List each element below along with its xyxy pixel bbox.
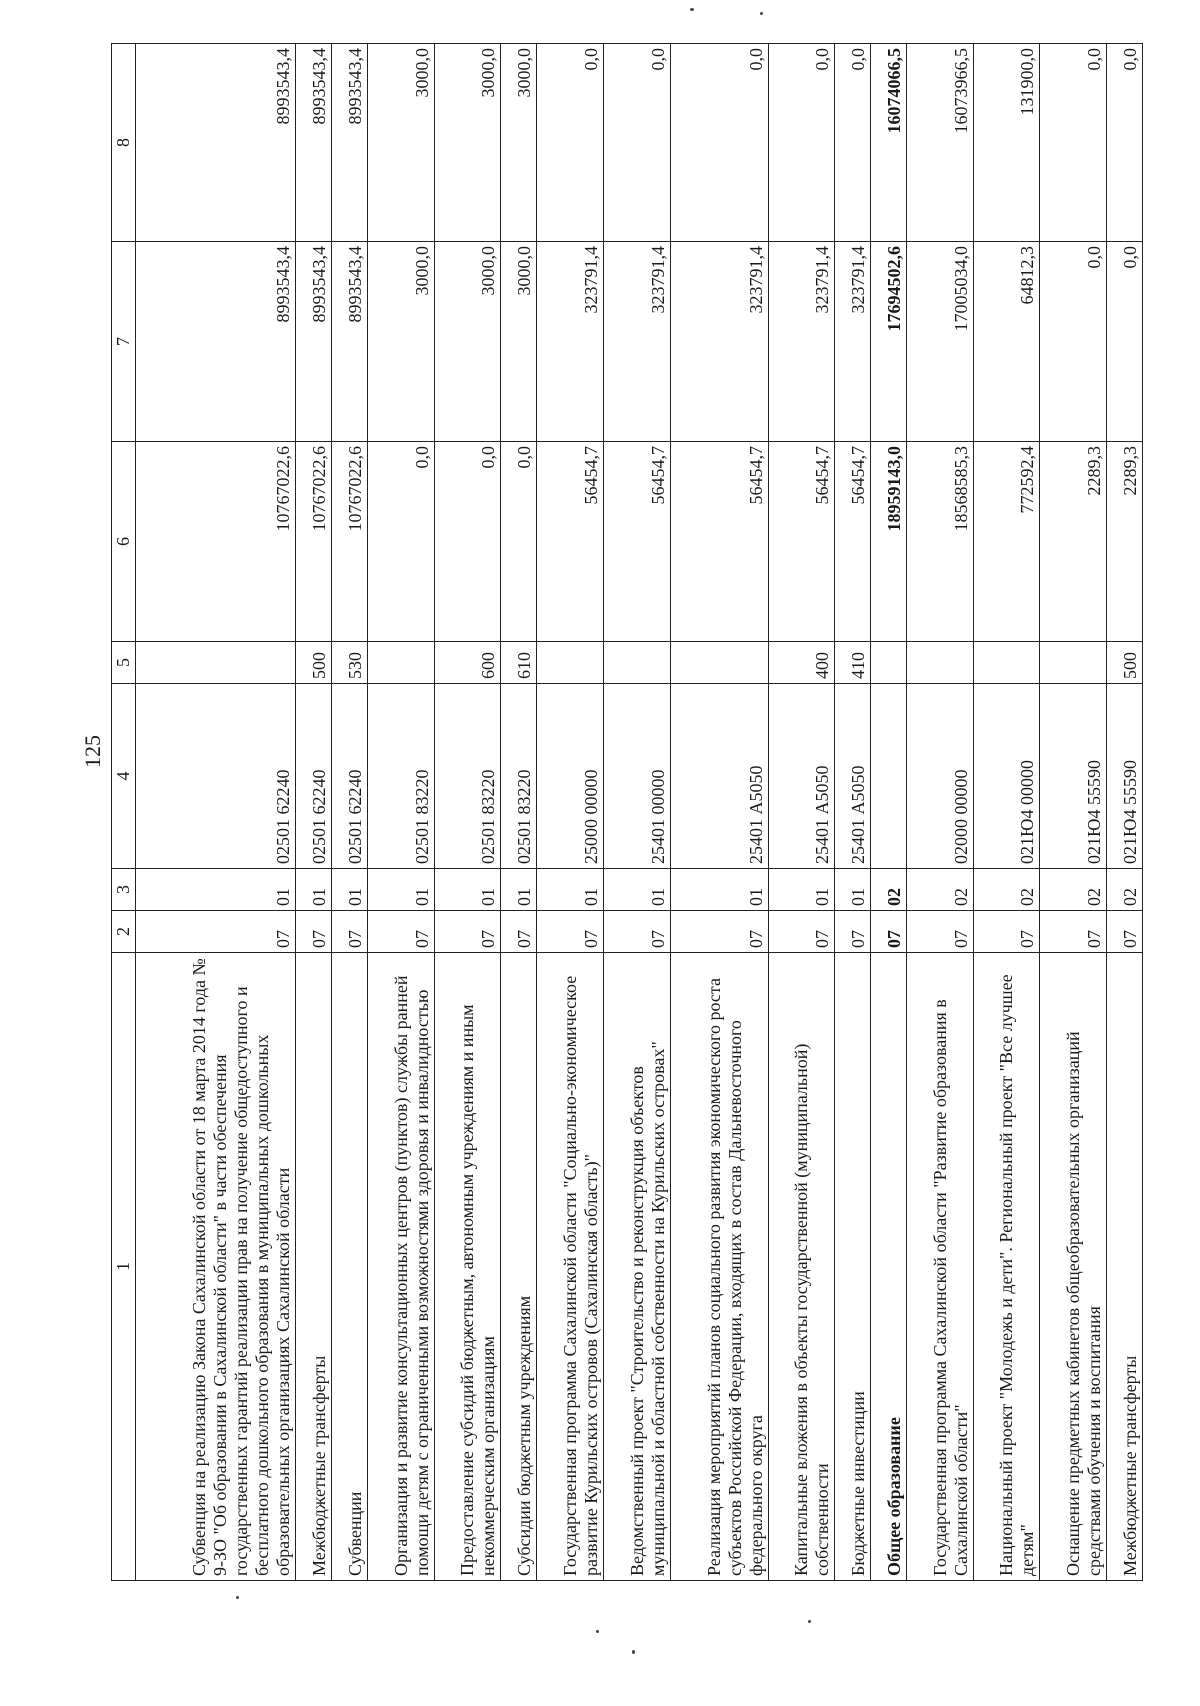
amount-col6-cell: 0,0 <box>501 442 537 642</box>
amount-col7-cell: 0,0 <box>1040 242 1107 442</box>
target-article-cell: 25401 А5050 <box>670 684 768 869</box>
header-col-5: 5 <box>112 642 136 684</box>
expense-type-cell <box>906 642 973 684</box>
section-code-cell: 07 <box>536 911 603 953</box>
expense-type-cell: 500 <box>1107 642 1143 684</box>
amount-col6-cell: 10767022,6 <box>136 442 296 642</box>
expense-type-cell: 410 <box>835 642 871 684</box>
amount-col6-cell: 56454,7 <box>835 442 871 642</box>
amount-col7-cell: 323791,4 <box>835 242 871 442</box>
table-row <box>906 44 973 1581</box>
table-row <box>332 44 368 1581</box>
scan-speck <box>632 1650 635 1654</box>
subsection-code-cell: 02 <box>1107 869 1143 911</box>
table-row <box>296 44 332 1581</box>
amount-col6-cell: 10767022,6 <box>332 442 368 642</box>
expense-type-cell: 400 <box>768 642 835 684</box>
row-name-cell: Государственная программа Сахалинской области "Развитие образования в Сахалинской области" <box>906 953 973 1581</box>
table-row <box>603 44 670 1581</box>
header-col-4: 4 <box>112 684 136 869</box>
amount-col8-cell: 3000,0 <box>367 44 434 242</box>
amount-col8-cell: 8993543,4 <box>296 44 332 242</box>
expense-type-cell <box>1040 642 1107 684</box>
scan-speck <box>596 1630 599 1633</box>
amount-col8-cell: 3000,0 <box>501 44 537 242</box>
amount-col8-cell: 0,0 <box>536 44 603 242</box>
amount-col7-cell: 3000,0 <box>501 242 537 442</box>
amount-col8-cell: 0,0 <box>1040 44 1107 242</box>
section-code-cell: 07 <box>768 911 835 953</box>
section-code-cell: 07 <box>871 911 907 953</box>
scan-speck <box>808 1620 811 1623</box>
section-code-cell: 07 <box>603 911 670 953</box>
table-row <box>1040 44 1107 1581</box>
amount-col6-cell: 2289,3 <box>1040 442 1107 642</box>
header-col-3: 3 <box>112 869 136 911</box>
subsection-code-cell: 01 <box>835 869 871 911</box>
row-name-cell: Общее образование <box>871 953 907 1581</box>
header-col-1: 1 <box>112 953 136 1581</box>
header-col-2: 2 <box>112 911 136 953</box>
amount-col6-cell: 18959143,0 <box>871 442 907 642</box>
section-code-cell: 07 <box>906 911 973 953</box>
expense-type-cell <box>871 642 907 684</box>
amount-col6-cell: 772592,4 <box>973 442 1040 642</box>
table-row <box>536 44 603 1581</box>
section-code-cell: 07 <box>332 911 368 953</box>
table-row <box>367 44 434 1581</box>
target-article-cell: 02501 62240 <box>332 684 368 869</box>
subsection-code-cell: 02 <box>973 869 1040 911</box>
section-code-cell: 07 <box>1107 911 1143 953</box>
expense-type-cell <box>670 642 768 684</box>
target-article-cell: 25401 А5050 <box>768 684 835 869</box>
target-article-cell: 02501 62240 <box>296 684 332 869</box>
expense-type-cell: 610 <box>501 642 537 684</box>
row-name-cell: Субвенции <box>332 953 368 1581</box>
amount-col7-cell: 3000,0 <box>367 242 434 442</box>
expense-type-cell: 530 <box>332 642 368 684</box>
amount-col8-cell: 3000,0 <box>434 44 501 242</box>
amount-col6-cell: 0,0 <box>367 442 434 642</box>
amount-col7-cell: 323791,4 <box>670 242 768 442</box>
target-article-cell: 02501 83220 <box>367 684 434 869</box>
subsection-code-cell: 02 <box>1040 869 1107 911</box>
amount-col6-cell: 10767022,6 <box>296 442 332 642</box>
amount-col7-cell: 323791,4 <box>603 242 670 442</box>
amount-col6-cell: 56454,7 <box>768 442 835 642</box>
target-article-cell: 021Ю4 00000 <box>973 684 1040 869</box>
row-name-cell: Организация и развитие консультационных центров (пунктов) службы ранней помощи детям с ограниченными возможностями здоровья и инвалидностью <box>367 953 434 1581</box>
expense-type-cell <box>973 642 1040 684</box>
subsection-code-cell: 01 <box>603 869 670 911</box>
subsection-code-cell: 02 <box>871 869 907 911</box>
row-name-cell: Межбюджетные трансферты <box>296 953 332 1581</box>
expense-type-cell: 600 <box>434 642 501 684</box>
row-name-cell: Национальный проект "Молодежь и дети". Региональный проект "Все лучшее детям" <box>973 953 1040 1581</box>
target-article-cell: 021Ю4 55590 <box>1040 684 1107 869</box>
target-article-cell: 02501 83220 <box>434 684 501 869</box>
section-code-cell: 07 <box>1040 911 1107 953</box>
table-row <box>871 44 907 1581</box>
amount-col7-cell: 323791,4 <box>536 242 603 442</box>
subsection-code-cell: 01 <box>670 869 768 911</box>
section-code-cell: 07 <box>670 911 768 953</box>
row-name-cell: Предоставление субсидий бюджетным, автономным учреждениям и иным некоммерческим организациям <box>434 953 501 1581</box>
table-row <box>434 44 501 1581</box>
row-name-cell: Межбюджетные трансферты <box>1107 953 1143 1581</box>
amount-col8-cell: 0,0 <box>603 44 670 242</box>
amount-col8-cell: 16073966,5 <box>906 44 973 242</box>
table-row <box>835 44 871 1581</box>
row-name-cell: Ведомственный проект "Строительство и реконструкция объектов муниципальной и областной собственности на Курильских островах" <box>603 953 670 1581</box>
section-code-cell: 07 <box>296 911 332 953</box>
expense-type-cell <box>536 642 603 684</box>
subsection-code-cell: 01 <box>434 869 501 911</box>
amount-col7-cell: 64812,3 <box>973 242 1040 442</box>
header-col-8: 8 <box>112 44 136 242</box>
target-article-cell: 02501 62240 <box>136 684 296 869</box>
section-code-cell: 07 <box>367 911 434 953</box>
amount-col6-cell: 2289,3 <box>1107 442 1143 642</box>
row-name-cell: Субсидии бюджетным учреждениям <box>501 953 537 1581</box>
row-name-cell: Оснащение предметных кабинетов общеобразовательных организаций средствами обучения и воспитания <box>1040 953 1107 1581</box>
expense-type-cell <box>136 642 296 684</box>
subsection-code-cell: 01 <box>501 869 537 911</box>
table-row <box>501 44 537 1581</box>
amount-col8-cell: 16074066,5 <box>871 44 907 242</box>
section-code-cell: 07 <box>136 911 296 953</box>
section-code-cell: 07 <box>973 911 1040 953</box>
subsection-code-cell: 01 <box>136 869 296 911</box>
subsection-code-cell: 01 <box>332 869 368 911</box>
amount-col6-cell: 56454,7 <box>670 442 768 642</box>
budget-table <box>111 43 1143 1581</box>
amount-col7-cell: 17694502,6 <box>871 242 907 442</box>
amount-col7-cell: 8993543,4 <box>332 242 368 442</box>
target-article-cell: 02501 83220 <box>501 684 537 869</box>
amount-col8-cell: 0,0 <box>1107 44 1143 242</box>
expense-type-cell: 500 <box>296 642 332 684</box>
amount-col7-cell: 0,0 <box>1107 242 1143 442</box>
table-row <box>1107 44 1143 1581</box>
amount-col8-cell: 8993543,4 <box>332 44 368 242</box>
amount-col7-cell: 8993543,4 <box>136 242 296 442</box>
amount-col7-cell: 323791,4 <box>768 242 835 442</box>
row-name-cell: Бюджетные инвестиции <box>835 953 871 1581</box>
amount-col7-cell: 3000,0 <box>434 242 501 442</box>
header-col-6: 6 <box>112 442 136 642</box>
subsection-code-cell: 02 <box>906 869 973 911</box>
budget-table-rotated <box>111 44 1143 1581</box>
page-number: 125 <box>80 735 105 768</box>
header-row <box>112 44 136 1581</box>
row-name-cell: Субвенция на реализацию Закона Сахалинской области от 18 марта 2014 года № 9-ЗО "Об образовании в Сахалинской области" в части обеспечения государственных гарантий реализации прав на получение общедоступного и бесплатного дошкольного образования в муниципальных дошкольных образовательных организациях Сахалинской области <box>136 953 296 1581</box>
table-row <box>768 44 835 1581</box>
amount-col6-cell: 56454,7 <box>603 442 670 642</box>
amount-col6-cell: 18568585,3 <box>906 442 973 642</box>
scan-speck <box>236 1596 239 1599</box>
subsection-code-cell: 01 <box>768 869 835 911</box>
amount-col6-cell: 56454,7 <box>536 442 603 642</box>
amount-col8-cell: 0,0 <box>670 44 768 242</box>
target-article-cell: 021Ю4 55590 <box>1107 684 1143 869</box>
subsection-code-cell: 01 <box>367 869 434 911</box>
section-code-cell: 07 <box>434 911 501 953</box>
target-article-cell: 02000 00000 <box>906 684 973 869</box>
scan-speck <box>760 12 763 15</box>
amount-col8-cell: 8993543,4 <box>136 44 296 242</box>
subsection-code-cell: 01 <box>536 869 603 911</box>
target-article-cell <box>871 684 907 869</box>
scan-speck <box>690 8 694 11</box>
expense-type-cell <box>367 642 434 684</box>
header-col-7: 7 <box>112 242 136 442</box>
section-code-cell: 07 <box>501 911 537 953</box>
table-row <box>973 44 1040 1581</box>
target-article-cell: 25401 00000 <box>603 684 670 869</box>
expense-type-cell <box>603 642 670 684</box>
table-row <box>670 44 768 1581</box>
amount-col7-cell: 8993543,4 <box>296 242 332 442</box>
target-article-cell: 25000 00000 <box>536 684 603 869</box>
amount-col8-cell: 131900,0 <box>973 44 1040 242</box>
row-name-cell: Капитальные вложения в объекты государственной (муниципальной) собственности <box>768 953 835 1581</box>
amount-col6-cell: 0,0 <box>434 442 501 642</box>
table-row <box>136 44 296 1581</box>
subsection-code-cell: 01 <box>296 869 332 911</box>
row-name-cell: Реализация мероприятий планов социального развития экономического роста субъектов Российской Федерации, входящих в состав Дальневосточного федерального округа <box>670 953 768 1581</box>
amount-col8-cell: 0,0 <box>835 44 871 242</box>
target-article-cell: 25401 А5050 <box>835 684 871 869</box>
amount-col7-cell: 17005034,0 <box>906 242 973 442</box>
amount-col8-cell: 0,0 <box>768 44 835 242</box>
section-code-cell: 07 <box>835 911 871 953</box>
row-name-cell: Государственная программа Сахалинской области "Социально-экономическое развитие Курильских островов (Сахалинская область)" <box>536 953 603 1581</box>
